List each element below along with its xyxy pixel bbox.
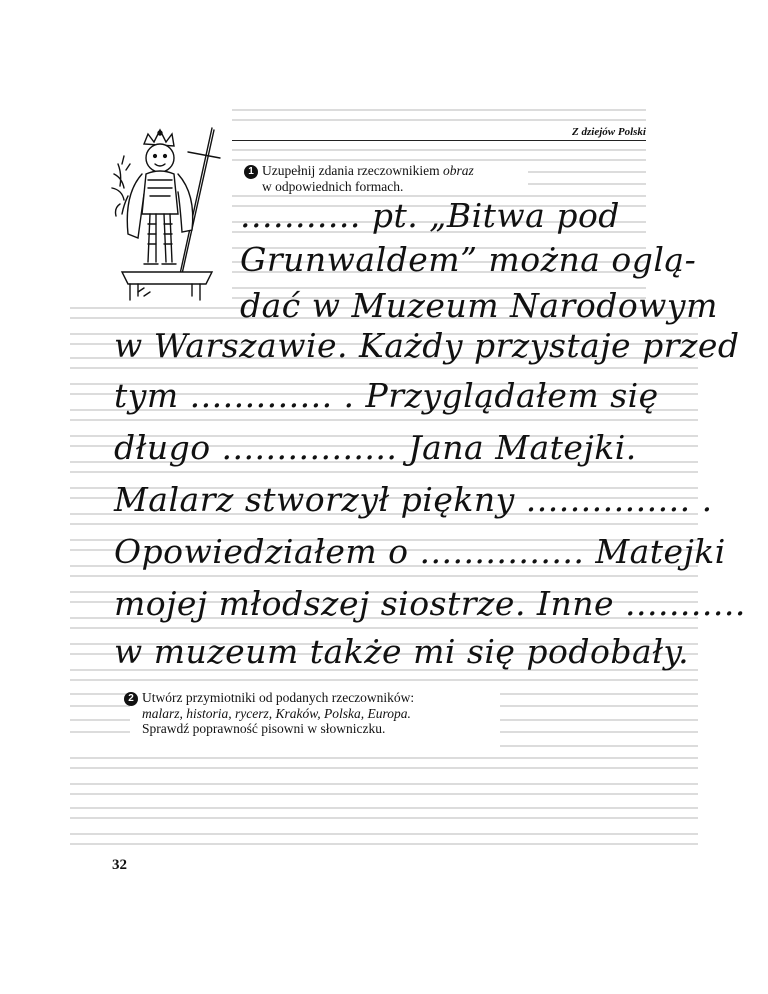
- handwriting-line-6: długo ................ Jana Matejki.: [114, 428, 637, 467]
- task2-instruction: [124, 690, 504, 736]
- page-number: 32: [112, 857, 127, 873]
- handwriting-line-10: w muzeum także mi się podobały.: [114, 632, 690, 671]
- handwriting-line-4: w Warszawie. Każdy przystaje przed: [114, 326, 740, 365]
- task2-instruction-line3: Sprawdź poprawność pisowni w słowniczku.: [142, 721, 386, 736]
- handwriting-line-9: mojej młodszej siostrze. Inne ...........: [114, 584, 746, 623]
- task2-number-badge: 2: [124, 692, 138, 706]
- task2-instruction-line1: Utwórz przymiotniki od podanych rzeczowników:: [142, 690, 415, 705]
- boy-king-illustration: [108, 124, 228, 304]
- handwriting-line-3: dać w Muzeum Narodowym: [240, 286, 718, 325]
- handwriting-line-5: tym ............. . Przyglądałem się: [114, 376, 659, 415]
- handwriting-line-8: Opowiedziałem o ............... Matejki: [114, 532, 726, 571]
- handwriting-line-7: Malarz stworzył piękny ............... .: [114, 480, 713, 519]
- task1-number-badge: 1: [244, 165, 258, 179]
- task1-instruction: [244, 163, 534, 194]
- section-title: Z dziejów Polski: [572, 126, 646, 138]
- handwriting-line-1: ........... pt. „Bitwa pod: [240, 196, 620, 235]
- task1-instruction-text: Uzupełnij zdania rzeczownikiem: [262, 163, 444, 178]
- task1-keyword: obraz: [443, 163, 474, 178]
- bottom-rules: [70, 758, 698, 844]
- header-divider: [232, 140, 646, 141]
- task2-word-list: malarz, historia, rycerz, Kraków, Polska, Europa.: [142, 706, 411, 721]
- handwriting-line-2: Grunwaldem” można oglą-: [240, 240, 697, 279]
- task1-instruction-line2: w odpowiednich formach.: [262, 179, 404, 194]
